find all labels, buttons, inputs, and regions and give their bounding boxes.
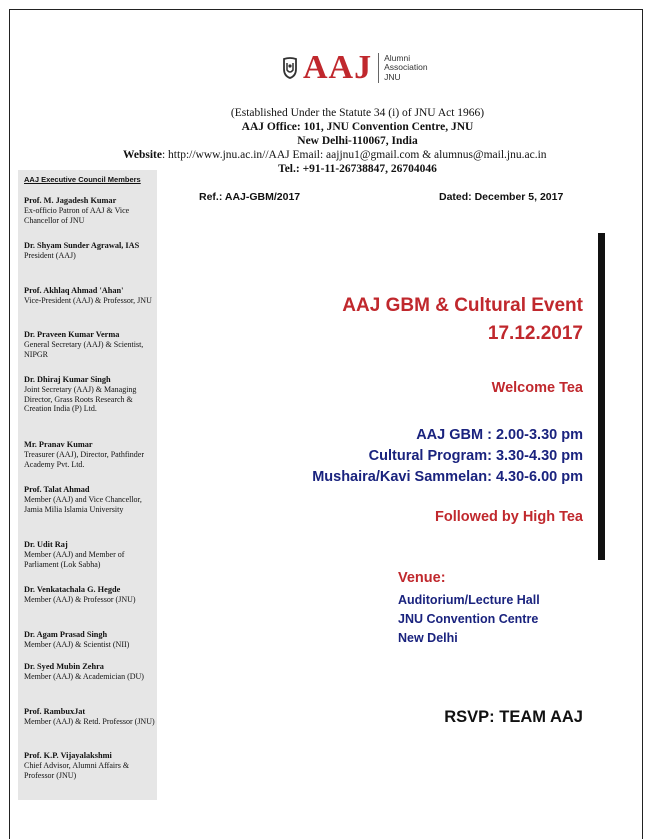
- member-item: Prof. RambuxJat Member (AAJ) & Retd. Professor (JNU): [24, 707, 155, 726]
- website-line: Website: http://www.jnu.ac.in//AAJ Email: aajjnu1@gmail.com & alumnus@mail.jnu.ac.in: [123, 149, 547, 161]
- schedule-item: Mushaira/Kavi Sammelan: 4.30-6.00 pm: [312, 469, 583, 485]
- office-line: AAJ Office: 101, JNU Convention Centre, JNU: [241, 121, 474, 133]
- member-item: Prof. M. Jagadesh Kumar Ex-officio Patron of AAJ & Vice Chancellor of JNU: [24, 196, 130, 225]
- high-tea: Followed by High Tea: [435, 509, 583, 525]
- venue-line: JNU Convention Centre: [398, 612, 539, 626]
- aaj-logo: [281, 51, 428, 85]
- venue-line: Auditorium/Lecture Hall: [398, 593, 540, 607]
- member-item: Prof. Akhlaq Ahmad 'Ahan' Vice-President (AAJ) & Professor, JNU: [24, 286, 152, 305]
- sidebar-title: AAJ Executive Council Members: [24, 175, 141, 184]
- rsvp: RSVP: TEAM AAJ: [444, 708, 583, 726]
- jnu-emblem-icon: [281, 57, 299, 79]
- member-item: Dr. Agam Prasad Singh Member (AAJ) & Scientist (NII): [24, 630, 130, 649]
- welcome-tea: Welcome Tea: [491, 380, 583, 396]
- tel-line: Tel.: +91-11-26738847, 26704046: [278, 163, 437, 175]
- established-line: (Established Under the Statute 34 (i) of JNU Act 1966): [230, 107, 485, 119]
- member-item: Dr. Shyam Sunder Agrawal, IAS President (AAJ): [24, 241, 140, 260]
- logo-text: AAJ: [303, 49, 373, 86]
- member-item: Dr. Udit Raj Member (AAJ) and Member of Parliament (Lok Sabha): [24, 540, 125, 569]
- member-item: Dr. Praveen Kumar Verma General Secretary (AAJ) & Scientist, NIPGR: [24, 330, 144, 359]
- logo-subtitle: Alumni Association JNU: [384, 52, 428, 82]
- member-item: Dr. Venkatachala G. Hegde Member (AAJ) & Professor (JNU): [24, 585, 136, 604]
- member-item: Prof. Talat Ahmad Member (AAJ) and Vice Chancellor, Jamia Milia Islamia University: [24, 485, 142, 514]
- reference-number: Ref.: AAJ-GBM/2017: [199, 191, 301, 203]
- event-date: 17.12.2017: [487, 323, 583, 344]
- city-line: New Delhi-110067, India: [297, 135, 418, 147]
- logo-divider: [378, 53, 379, 83]
- member-item: Prof. K.P. Vijayalakshmi Chief Advisor, Alumni Affairs & Professor (JNU): [24, 751, 130, 780]
- member-item: Dr. Syed Mubin Zehra Member (AAJ) & Academician (DU): [24, 662, 144, 681]
- date-line: Dated: December 5, 2017: [439, 191, 564, 203]
- vertical-rule: [598, 233, 605, 560]
- member-item: Dr. Dhiraj Kumar Singh Joint Secretary (AAJ) & Managing Director, Grass Roots Research & Creation India (P) Ltd.: [24, 375, 137, 414]
- venue-line: New Delhi: [398, 631, 458, 645]
- venue-label: Venue:: [398, 570, 446, 586]
- member-item: Mr. Pranav Kumar Treasurer (AAJ), Director, Pathfinder Academy Pvt. Ltd.: [24, 440, 145, 469]
- schedule-item: AAJ GBM : 2.00-3.30 pm: [416, 427, 583, 443]
- event-title: AAJ GBM & Cultural Event: [342, 295, 583, 316]
- schedule-item: Cultural Program: 3.30-4.30 pm: [368, 448, 583, 464]
